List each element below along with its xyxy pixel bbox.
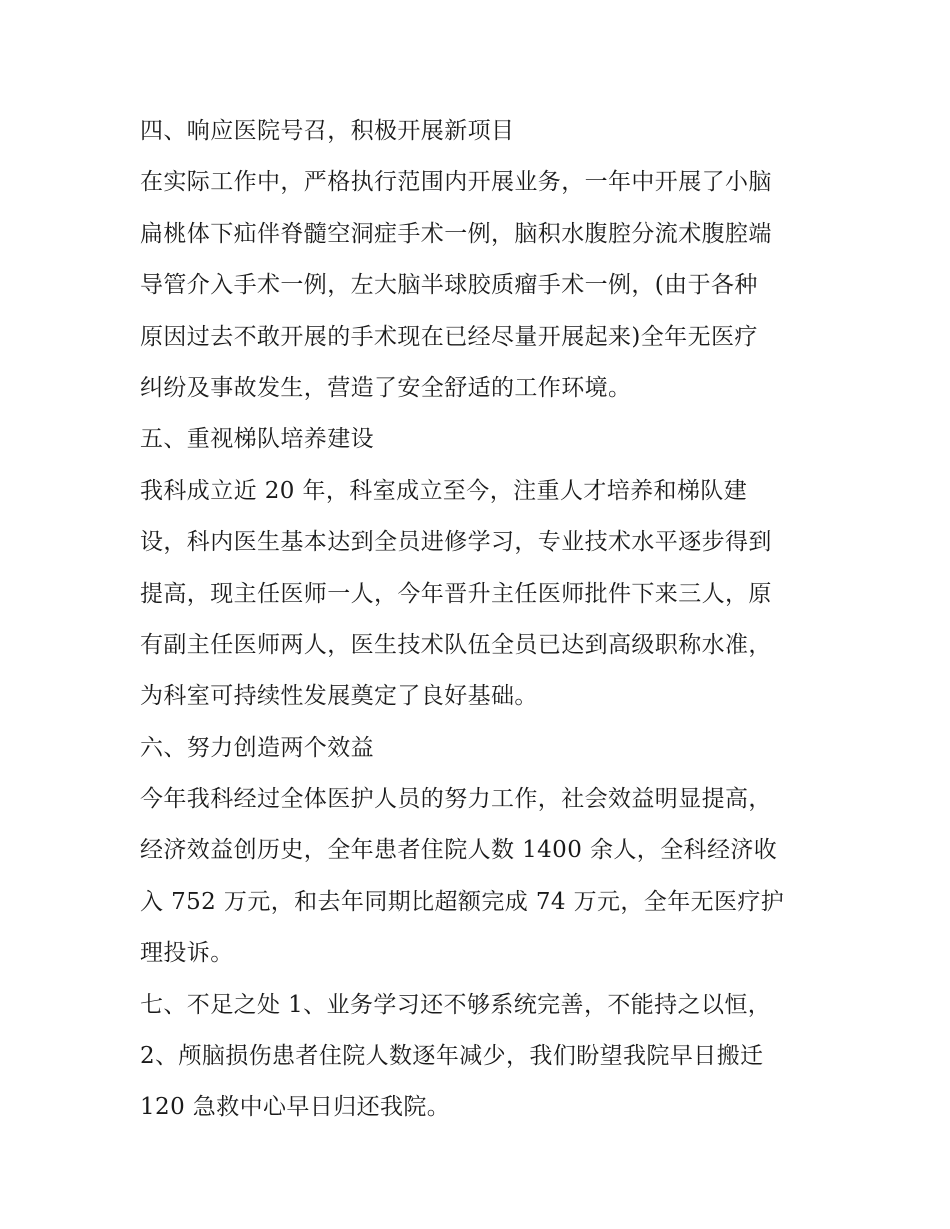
section-heading-7: 七、不足之处 1、业务学习还不够系统完善，不能持之以恒，	[140, 991, 772, 1018]
paragraph-line: 提高，现主任医师一人，今年晋升主任医师批件下来三人，原	[140, 580, 772, 607]
section-heading-6: 六、努力创造两个效益	[140, 734, 374, 761]
paragraph-line: 理投诉。	[140, 940, 234, 967]
paragraph-line: 为科室可持续性发展奠定了良好基础。	[140, 683, 538, 710]
paragraph-line: 今年我科经过全体医护人员的努力工作，社会效益明显提高，	[140, 786, 772, 813]
paragraph-line: 扁桃体下疝伴脊髓空洞症手术一例，脑积水腹腔分流术腹腔端	[140, 220, 772, 247]
paragraph-line: 入 752 万元，和去年同期比超额完成 74 万元，全年无医疗护	[140, 888, 785, 915]
paragraph-line: 纠纷及事故发生，营造了安全舒适的工作环境。	[140, 374, 632, 401]
document-body	[140, 106, 830, 1134]
paragraph-line: 原因过去不敢开展的手术现在已经尽量开展起来)全年无医疗	[140, 323, 758, 350]
paragraph-line: 120 急救中心早日归还我院。	[140, 1094, 451, 1121]
paragraph-line: 在实际工作中，严格执行范围内开展业务，一年中开展了小脑	[140, 169, 772, 196]
paragraph-line: 2、颅脑损伤患者住院人数逐年减少，我们盼望我院早日搬迁	[140, 1043, 764, 1070]
paragraph-line: 我科成立近 20 年，科室成立至今，注重人才培养和梯队建	[140, 477, 748, 504]
paragraph-line: 经济效益创历史，全年患者住院人数 1400 余人，全科经济收	[140, 837, 778, 864]
section-heading-4: 四、响应医院号召，积极开展新项目	[140, 118, 515, 144]
paragraph-line: 有副主任医师两人，医生技术队伍全员已达到高级职称水准，	[140, 631, 772, 658]
section-heading-5: 五、重视梯队培养建设	[140, 426, 374, 453]
paragraph-line: 导管介入手术一例，左大脑半球胶质瘤手术一例，(由于各种	[140, 272, 758, 299]
paragraph-line: 设，科内医生基本达到全员进修学习，专业技术水平逐步得到	[140, 529, 772, 556]
